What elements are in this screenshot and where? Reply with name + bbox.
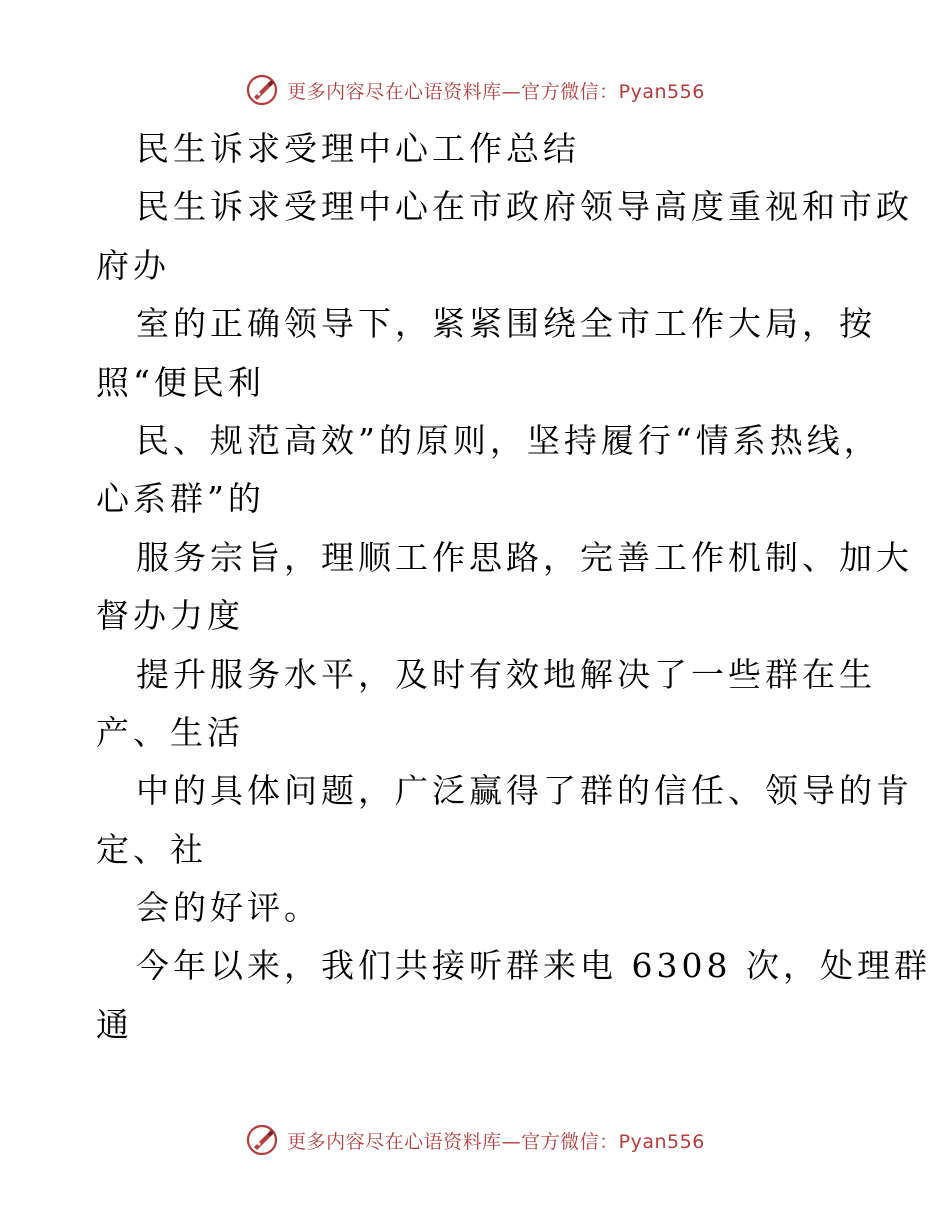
paragraph-line: 中的具体问题，广泛赢得了群的信任、领导的肯 [136, 771, 913, 811]
paragraph-line: 服务宗旨，理顺工作思路，完善工作机制、加大 [136, 537, 913, 577]
paragraph-line: 会的好评。 [136, 888, 321, 928]
paragraph-line: 照“便民利 [96, 362, 265, 402]
paragraph-line: 提升服务水平，及时有效地解决了一些群在生 [136, 654, 876, 694]
paragraph-line: 府办 [96, 245, 170, 285]
paragraph-line: 心系群”的 [96, 479, 265, 519]
pen-nib-logo-icon [245, 73, 279, 107]
paragraph-line: 督办力度 [96, 596, 244, 636]
banner-text: 更多内容尽在心语资料库—官方微信：Pyan556 [287, 80, 705, 103]
document-body [96, 120, 931, 1054]
header-banner [0, 70, 950, 110]
paragraph-line: 室的正确领导下，紧紧围绕全市工作大局，按 [136, 304, 876, 344]
paragraph-line: 今年以来，我们共接听群来电 6308 次，处理群 [136, 946, 931, 986]
paragraph-line: 定、社 [96, 829, 207, 869]
paragraph-line: 产、生活 [96, 712, 244, 752]
document-title: 民生诉求受理中心工作总结 [136, 129, 580, 168]
banner-text: 更多内容尽在心语资料库—官方微信：Pyan556 [287, 1130, 705, 1153]
paragraph-line: 民生诉求受理中心在市政府领导高度重视和市政 [136, 187, 913, 227]
paragraph-line: 民、规范高效”的原则，坚持履行“情系热线， [136, 420, 881, 460]
pen-nib-logo-icon [245, 1123, 279, 1157]
footer-banner [0, 1120, 950, 1160]
paragraph-line: 通 [96, 1004, 133, 1044]
